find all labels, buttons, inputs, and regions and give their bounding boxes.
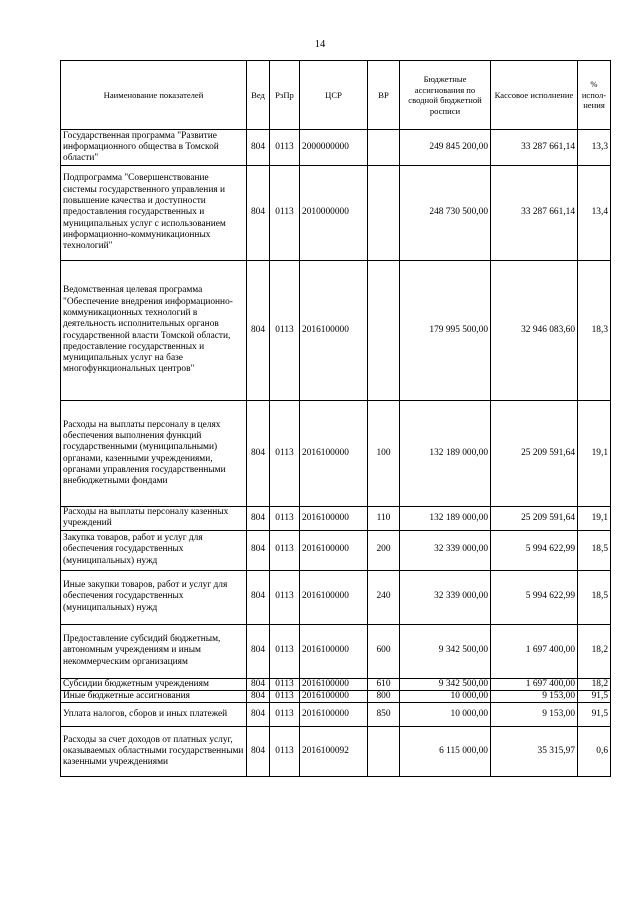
row-ved: 804 — [247, 624, 270, 678]
row-vr — [368, 166, 400, 261]
row-csr: 2010000000 — [300, 166, 368, 261]
row-percent: 91,5 — [578, 690, 611, 702]
row-assignment: 10 000,00 — [400, 690, 491, 702]
row-name: Ведомственная целевая программа "Обеспечение внедрения информационно-коммуникационных технологий в деятельность исполнительных органов государственной власти Томской области, предоставление государственных и муниципальных услуг на базе многофункциональных центров" — [61, 261, 247, 401]
table-row — [61, 570, 611, 624]
table-row — [61, 261, 611, 401]
row-percent: 13,4 — [578, 166, 611, 261]
row-assignment: 9 342 500,00 — [400, 624, 491, 678]
row-csr: 2016100000 — [300, 507, 368, 531]
row-csr: 2016100000 — [300, 678, 368, 690]
row-assignment: 132 189 000,00 — [400, 401, 491, 507]
row-rzpr: 0113 — [270, 401, 300, 507]
row-percent: 13,3 — [578, 130, 611, 166]
row-vr: 610 — [368, 678, 400, 690]
header-assignments: Бюджетные ассигнования по сводной бюджетной росписи — [400, 61, 491, 130]
row-assignment: 248 730 500,00 — [400, 166, 491, 261]
table-row — [61, 678, 611, 690]
row-name: Субсидии бюджетным учреждениям — [61, 678, 247, 690]
header-row — [61, 61, 611, 130]
table-row — [61, 624, 611, 678]
row-vr: 110 — [368, 507, 400, 531]
row-csr: 2016100000 — [300, 690, 368, 702]
row-ved: 804 — [247, 401, 270, 507]
row-ved: 804 — [247, 570, 270, 624]
row-rzpr: 0113 — [270, 530, 300, 570]
row-percent: 18,2 — [578, 678, 611, 690]
row-vr: 800 — [368, 690, 400, 702]
row-name: Государственная программа "Развитие информационного общества в Томской области" — [61, 130, 247, 166]
row-percent: 19,1 — [578, 507, 611, 531]
row-ved: 804 — [247, 703, 270, 727]
row-rzpr: 0113 — [270, 166, 300, 261]
row-ved: 804 — [247, 261, 270, 401]
page-number: 14 — [314, 39, 326, 50]
row-csr: 2016100000 — [300, 703, 368, 727]
header-ved: Вед — [247, 61, 270, 130]
table-row — [61, 130, 611, 166]
row-rzpr: 0113 — [270, 130, 300, 166]
row-vr: 200 — [368, 530, 400, 570]
row-percent: 0,6 — [578, 727, 611, 777]
row-cash: 33 287 661,14 — [491, 166, 578, 261]
row-ved: 804 — [247, 678, 270, 690]
row-rzpr: 0113 — [270, 727, 300, 777]
row-cash: 9 153,00 — [491, 703, 578, 727]
row-cash: 1 697 400,00 — [491, 624, 578, 678]
row-cash: 32 946 083,60 — [491, 261, 578, 401]
row-name: Расходы на выплаты персоналу казенных учреждений — [61, 507, 247, 531]
table-row — [61, 690, 611, 702]
row-percent: 18,5 — [578, 570, 611, 624]
row-assignment: 179 995 500,00 — [400, 261, 491, 401]
row-percent: 18,3 — [578, 261, 611, 401]
row-rzpr: 0113 — [270, 261, 300, 401]
row-name: Закупка товаров, работ и услуг для обеспечения государственных (муниципальных) нужд — [61, 530, 247, 570]
table-row — [61, 401, 611, 507]
row-percent: 91,5 — [578, 703, 611, 727]
header-csr: ЦСР — [300, 61, 368, 130]
header-cash-execution: Кассовое исполнение — [491, 61, 578, 130]
row-vr — [368, 727, 400, 777]
row-rzpr: 0113 — [270, 507, 300, 531]
row-name: Иные бюджетные ассигнования — [61, 690, 247, 702]
row-csr: 2016100000 — [300, 530, 368, 570]
row-vr: 100 — [368, 401, 400, 507]
row-ved: 804 — [247, 690, 270, 702]
row-assignment: 249 845 200,00 — [400, 130, 491, 166]
header-vr: ВР — [368, 61, 400, 130]
row-name: Уплата налогов, сборов и иных платежей — [61, 703, 247, 727]
row-name: Иные закупки товаров, работ и услуг для обеспечения государственных (муниципальных) нужд — [61, 570, 247, 624]
row-assignment: 6 115 000,00 — [400, 727, 491, 777]
row-cash: 25 209 591,64 — [491, 507, 578, 531]
row-vr — [368, 130, 400, 166]
row-name: Подпрограмма "Совершенствование системы государственного управления и повышение качества и доступности предоставления государственных и муниципальных услуг с использованием информационно-коммуникационных технологий" — [61, 166, 247, 261]
row-ved: 804 — [247, 507, 270, 531]
row-percent: 18,2 — [578, 624, 611, 678]
header-rzpr: РзПр — [270, 61, 300, 130]
row-rzpr: 0113 — [270, 703, 300, 727]
row-rzpr: 0113 — [270, 678, 300, 690]
row-vr: 850 — [368, 703, 400, 727]
row-vr: 240 — [368, 570, 400, 624]
row-assignment: 10 000,00 — [400, 703, 491, 727]
table-row — [61, 507, 611, 531]
row-vr — [368, 261, 400, 401]
row-cash: 35 315,97 — [491, 727, 578, 777]
row-cash: 9 153,00 — [491, 690, 578, 702]
row-ved: 804 — [247, 530, 270, 570]
row-rzpr: 0113 — [270, 570, 300, 624]
row-cash: 1 697 400,00 — [491, 678, 578, 690]
row-name: Расходы за счет доходов от платных услуг, оказываемых областными государственными казенными учреждениями — [61, 727, 247, 777]
row-csr: 2000000000 — [300, 130, 368, 166]
row-cash: 25 209 591,64 — [491, 401, 578, 507]
row-vr: 600 — [368, 624, 400, 678]
row-name: Расходы на выплаты персоналу в целях обеспечения выполнения функций государственными (муниципальными) органами, казенными учреждениями, органами управления государственными внебюджетными фондами — [61, 401, 247, 507]
row-assignment: 32 339 000,00 — [400, 570, 491, 624]
table-row — [61, 166, 611, 261]
budget-table — [60, 60, 611, 777]
row-cash: 33 287 661,14 — [491, 130, 578, 166]
row-percent: 19,1 — [578, 401, 611, 507]
table-row — [61, 727, 611, 777]
row-cash: 5 994 622,99 — [491, 530, 578, 570]
table-row — [61, 703, 611, 727]
header-percent: % испол-нения — [578, 61, 611, 130]
row-csr: 2016100092 — [300, 727, 368, 777]
row-csr: 2016100000 — [300, 401, 368, 507]
table-row — [61, 530, 611, 570]
row-csr: 2016100000 — [300, 570, 368, 624]
row-rzpr: 0113 — [270, 690, 300, 702]
row-name: Предоставление субсидий бюджетным, автономным учреждениям и иным некоммерческим организациям — [61, 624, 247, 678]
row-assignment: 32 339 000,00 — [400, 530, 491, 570]
row-csr: 2016100000 — [300, 261, 368, 401]
row-ved: 804 — [247, 130, 270, 166]
row-rzpr: 0113 — [270, 624, 300, 678]
row-csr: 2016100000 — [300, 624, 368, 678]
row-cash: 5 994 622,99 — [491, 570, 578, 624]
row-ved: 804 — [247, 166, 270, 261]
row-ved: 804 — [247, 727, 270, 777]
row-percent: 18,5 — [578, 530, 611, 570]
row-assignment: 9 342 500,00 — [400, 678, 491, 690]
header-name: Наименование показателей — [61, 61, 247, 130]
row-assignment: 132 189 000,00 — [400, 507, 491, 531]
